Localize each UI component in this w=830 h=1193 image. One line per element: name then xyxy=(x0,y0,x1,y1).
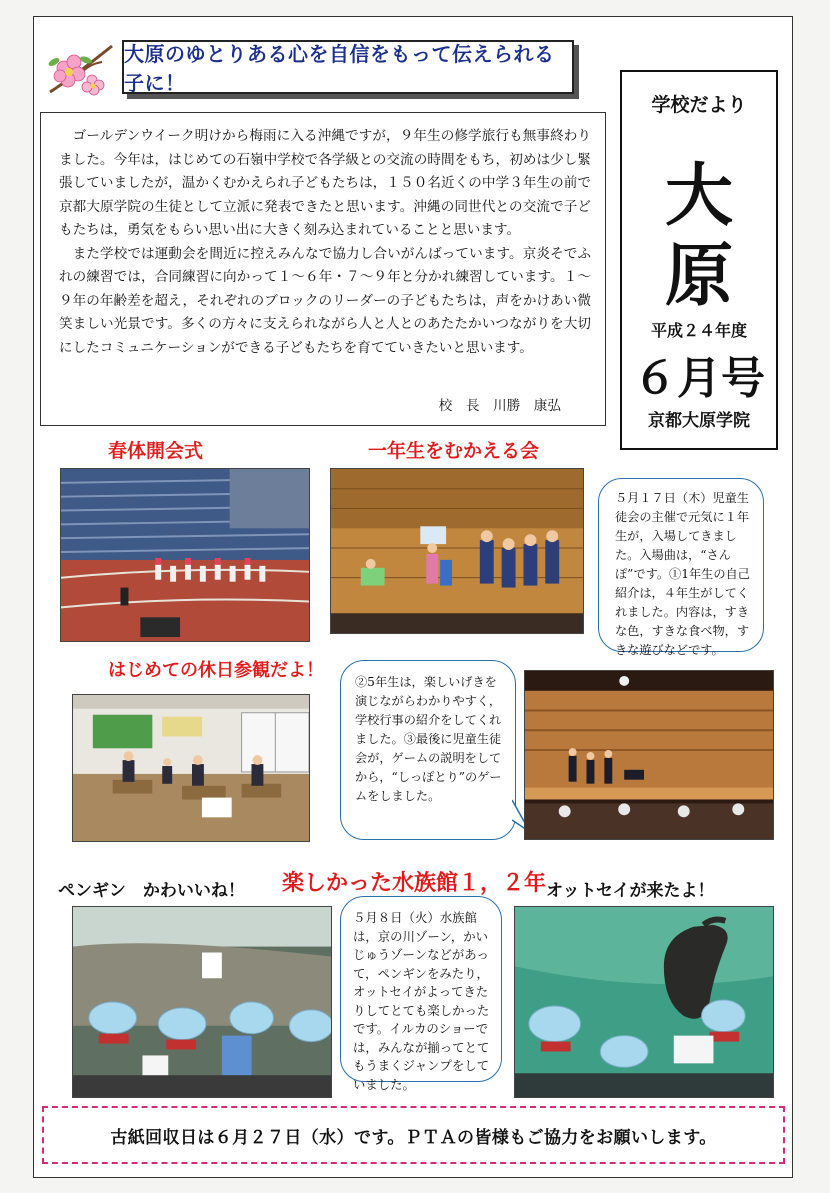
masthead-char-2: 原 xyxy=(664,236,733,316)
photo-penguins xyxy=(72,906,332,1098)
school-name: 京都大原学院 xyxy=(648,411,750,431)
photo-open-day xyxy=(72,694,310,842)
school-year: 平成２４年度 xyxy=(650,321,747,340)
message-paragraph-1: ゴールデンウイーク明けから梅雨に入る沖縄ですが，９年生の修学旅行も無事終わりました。今年は，はじめての石嶺中学校で各学級との交流の時間をもち，初めは少し緊張していましたが，温かくむかえられ子どもたちは，１５０名近くの中学３年生の前で京都大原学院の生徒として立派に発表できたと思います。沖縄の同世代との交流で子どもたちは，勇気をもらい思い出に大きく刻み込まれていることと思います。 xyxy=(59,128,591,238)
photo-stage-play xyxy=(524,670,774,840)
heading-penguin: ペンギン かわいいね！ xyxy=(58,881,245,901)
footer-notice-text: 古紙回収日は６月２７日（水）です。ＰＴＡの皆様もご協力をお願いします。 xyxy=(110,1127,717,1148)
caption-bubble-fifth-grade xyxy=(340,660,516,840)
message-paragraph-2: また学校では運動会を間近に控えみんなで協力し合いがんばっています。京炎そでふれの練習では，合同練習に向かって１～６年・７～９年と分かれ練習しています。１～９年の年齢差を超え，それぞれのブロックのリーダーの子どもたちは，声をかけあい微笑ましい光景です。多くの方々に支えられながら人と人とのあたたかいつながりを大切にしたコミュニケーションができる子どもたちを育てていきたいと思います。 xyxy=(59,245,591,356)
footer-notice xyxy=(42,1106,785,1164)
photo-seal xyxy=(514,906,774,1098)
caption-welcome-text: ５月１７日（木）児童生徒会の主催で元気に１年生が，入場してきました。入場曲は，“さんぽ”です。①1年生の自己紹介は，４年生がしてくれました。内容は，すきな色，すきな食べ物，すきな遊びなどです。 xyxy=(615,491,750,657)
photo-welcome-event xyxy=(330,468,584,634)
heading-seal: オットセイが来たよ！ xyxy=(546,881,715,901)
photo-spring-ceremony xyxy=(60,468,310,642)
masthead-char-1: 大 xyxy=(664,156,733,236)
heading-open-day: はじめての休日参観だよ！ xyxy=(108,660,324,681)
principal-signature: 校 長 川勝 康弘 xyxy=(438,398,561,414)
banner-title: 大原のゆとりある心を自信をもって伝えられる子に！ xyxy=(124,42,555,95)
newsletter-heading: 学校だより xyxy=(651,94,747,116)
cherry-blossom-icon xyxy=(42,42,114,100)
heading-welcome-event: 一年生をむかえる会 xyxy=(368,440,540,462)
heading-spring-ceremony: 春体開会式 xyxy=(108,440,204,462)
caption-bubble-welcome xyxy=(598,478,764,657)
caption-aquarium-text: ５月８日（火）水族館は，京の川ゾーン，かいじゅうゾーンなどがあって，ペンギンをみたり，オットセイがよってきたりしてとても楽しかったです。イルカのショーでは，みんなが揃ってとてもうまくジャンプをしていました。 xyxy=(353,910,490,1092)
title-banner xyxy=(122,40,574,94)
caption-fifth-grade-text: ②5年生は，楽しいげきを演じながらわかりやすく，学校行事の紹介をしてくれました。③最後に児童生徒会が，ゲームの説明をしてから，“しっぽとり”のゲームをしました。 xyxy=(355,675,502,803)
caption-bubble-aquarium xyxy=(340,896,502,1092)
masthead xyxy=(620,70,778,450)
heading-aquarium: 楽しかった水族館１，２年 xyxy=(282,871,547,896)
issue-month: ６月号 xyxy=(633,353,765,404)
principal-message xyxy=(40,112,606,426)
